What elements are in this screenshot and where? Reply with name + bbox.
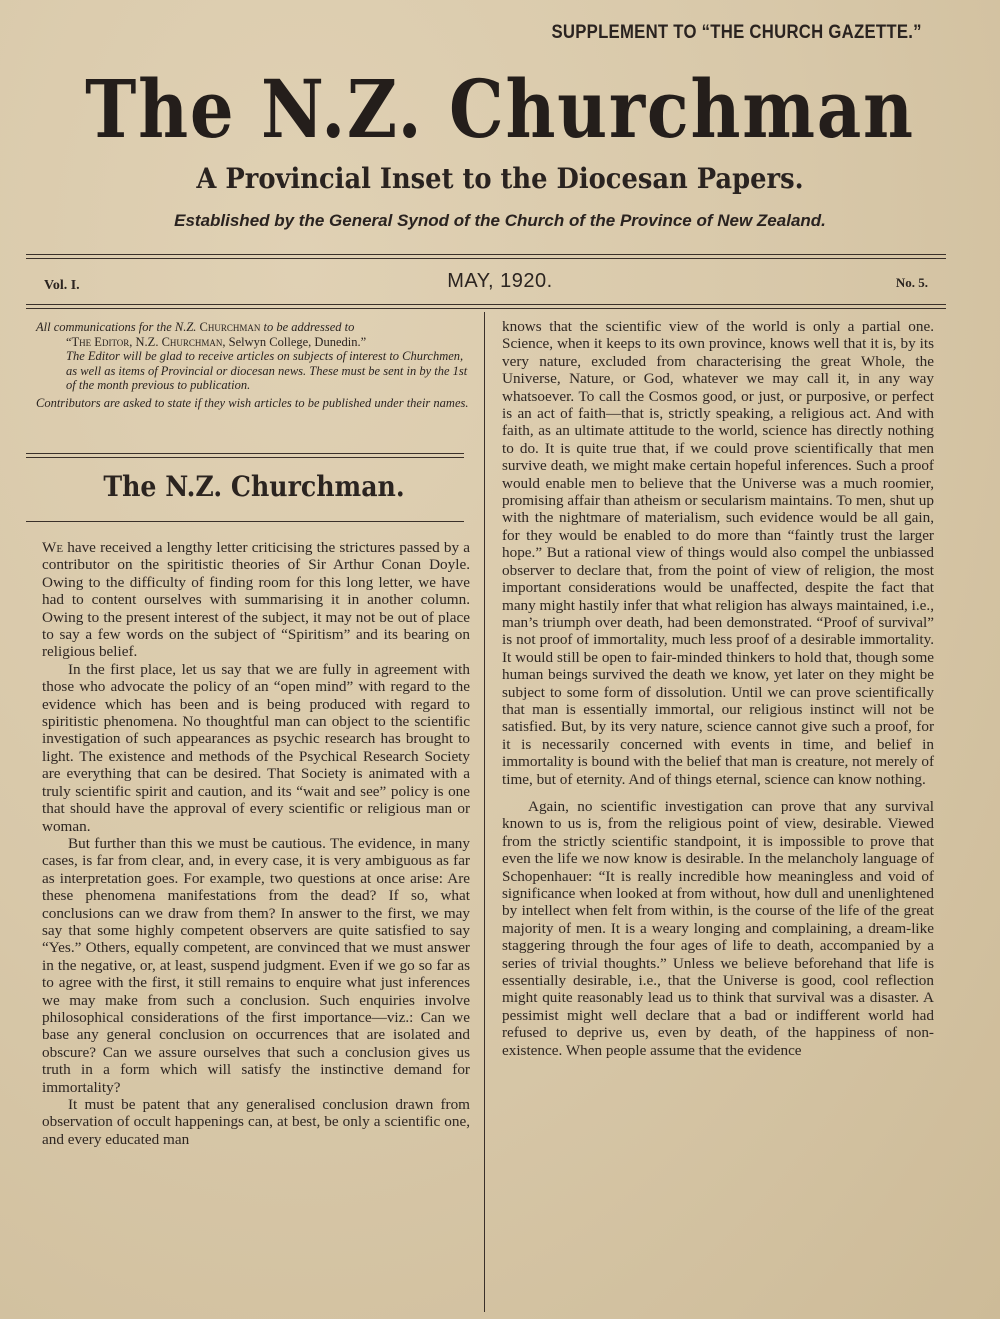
- notice-contributors: Contributors are asked to state if they wish articles to be published under their names.: [36, 395, 469, 410]
- article-paragraph: It must be patent that any generalised conclusion drawn from observation of occult happenings can, at best, be only a scientific one, and every educated man: [42, 1096, 470, 1148]
- editorial-notice: [36, 320, 472, 413]
- article-right-column: [502, 318, 934, 1059]
- article-left-column: [42, 539, 470, 1148]
- article-title-rule: [26, 521, 464, 522]
- volume-label: Vol. I.: [44, 278, 80, 293]
- issue-number: No. 5.: [895, 275, 928, 290]
- article-paragraph: We have received a lengthy letter criticising the strictures passed by a contributor on the spiritistic theories of Sir Arthur Conan Doyle. Owing to the difficulty of finding room for this long letter, we have had to content ourselves with summarising it in another column. Owing to the present interest of the subject, it may not be out of place to say a few words on the subject of “Spiritism” and its bearing on religious belief.: [42, 539, 470, 661]
- top-double-rule: [26, 254, 946, 259]
- masthead-subtitle: A Provincial Inset to the Diocesan Papers.: [196, 162, 804, 195]
- article-title: The N.Z. Churchman.: [103, 470, 405, 503]
- issue-double-rule: [26, 304, 946, 309]
- article-paragraph: But further than this we must be cautious. The evidence, in many cases, is far from clear, and, in every case, it is very ambiguous as far as interpretation goes. For example, two questions at once arise: Are these phenomena manifestations from the dead? If so, what conclusions can we draw from them? In answer to the first, we may say that some highly competent observers are quite satisfied to say “Yes.” Others, equally competent, are convinced that we must answer in the negative, or, at least, suspend judgment. Even if we go so far as to agree with the first, it still remains to enquire what just inferences we may make from such a conclusion. Such enquiries involve philosophical considerations of the first importance—viz.: Can we base any general conclusion on occurrences that are isolated and obscure? Can we assure ourselves that such a conclusion gives us truth in a form which will satisfy the instinctive demand for immortality?: [42, 834, 470, 1096]
- article-paragraph: In the first place, let us say that we are fully in agreement with those who advocate the policy of an “open mind” with regard to the evidence which has been and is being produced with regard to spiritistic phenomena. No thoughtful man can object to the scientific investigation of such appearances as psychic research has brought to light. The existence and methods of the Psychical Research Society are everything that can be desired. That Society is animated with a truly scientific spirit and caution, and its “wait and see” policy is one that should have the approval of every scientific or religious man or woman.: [42, 660, 470, 835]
- masthead-title: The N.Z. Churchman: [85, 62, 915, 156]
- issue-date: MAY, 1920.: [447, 270, 553, 292]
- notice-address: All communications for the N.Z. Churchman to be addressed to “The Editor, N.Z. Churchman, Selwyn College, Dunedin.” The Editor will be glad to receive articles on subjects of interest to Churchmen, as well as items of Provincial or diocesan news. These must be sent in by the 1st of the month previous to publication.: [36, 320, 468, 392]
- notice-double-rule: [26, 453, 464, 458]
- supplement-line: SUPPLEMENT TO “THE CHURCH GAZETTE.”: [551, 22, 922, 43]
- column-divider: [484, 312, 485, 1312]
- established-line: Established by the General Synod of the Church of the Province of New Zealand.: [174, 211, 826, 230]
- article-paragraph: knows that the scientific view of the world is only a partial one. Science, when it keeps to its own province, knows well that it is, by its very nature, excluded from characterising the great Whole, the Universe, Nature, or God, whatever we may call it, in any way whatsoever. To call the Cosmos good, or just, or purposive, or perfect is an act of faith—that is, strictly speaking, a religious act. And with faith, as an ultimate attitude to the world, science has directly nothing to do. It is quite true that, if we could prove scientifically that men survive death, we might make certain hopeful inferences. Such a proof would enable men to believe that the Universe was a much roomier, promising affair than atheism or secularism maintains. To men, shut up with the nightmare of materialism, such evidence would be all gain, for they would be enabled to do more than “faintly trust the larger hope.” But a rational view of things would also compel the unbiassed observer to declare that, from the point of view of religion, the most important considerations would be unaffected, despite the fact that many might hastily infer that what religion has always maintained, i.e., man’s triumph over death, had been demonstrated. “Proof of survival” is not proof of immortality, much less proof of a desirable immortality. It would still be open to fair-minded thinkers to hold that, though some human beings survived the death we know, yet later on they might be subject to some form of dissolution. Until we can prove scientifically that man is essentially immortal, our religious instinct will not be satisfied. But, by its very nature, science cannot give such a proof, for it is necessarily concerned with events in time, and belief in immortality is bound with the belief that man is creature, not merely of time, but of eternity. And of things eternal, science can know nothing.: [502, 318, 934, 788]
- article-paragraph: Again, no scientific investigation can prove that any survival known to us is, from the religious point of view, desirable. Viewed from the strictly scientific standpoint, it is impossible to prove that even the life we now know is desirable. In the melancholy language of Schopenhauer: “It is really incredible how meaningless and void of significance when looked at from without, how dull and unenlightened by intellect when felt from within, is the course of the life of the great majority of men. It is a weary longing and complaining, a dream-like staggering through the four ages of life to death, accompanied by a series of trivial thoughts.” Unless we believe beforehand that life is essentially desirable, i.e., that the Universe is good, cool reflection might quite reasonably lead us to think that survival was a disaster. A pessimist might well declare that a bad or indifferent world had refused to deprive us, even by death, of the happiness of non-existence. When people assume that the evidence: [502, 797, 934, 1059]
